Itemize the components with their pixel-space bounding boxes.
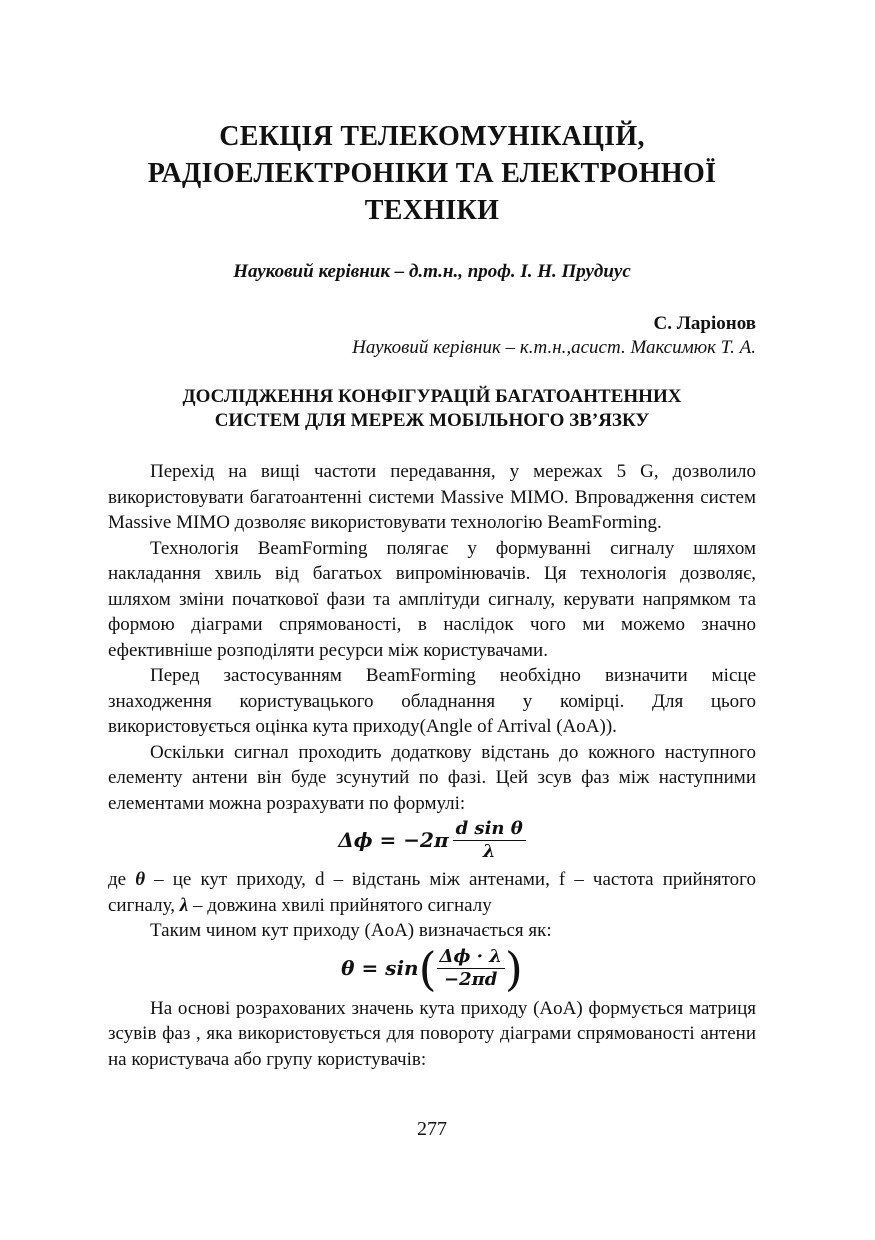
- text-fragment: – це кут приходу, d – відстань між антенами, f – частота прийнятого сигналу,: [108, 869, 756, 916]
- formula-lhs: θ = sin: [341, 955, 419, 980]
- paragraph: На основі розрахованих значень кута приходу (AoA) формується матриця зсувів фаз , яка використовується для повороту діаграми спрямованості антени на користувача або групу користувачів:: [108, 997, 756, 1070]
- angle-of-arrival-formula: θ = sin ( $\frac{\Delta\phi \cdot \lambda}{-2\pi d}$ ): [341, 941, 523, 996]
- article-body: [108, 459, 756, 1072]
- theta-symbol: θ: [135, 869, 146, 890]
- text-fragment: де: [108, 869, 136, 890]
- paragraph: Перед застосуванням BeamForming необхідно визначити місце знаходження користувацького обладнання у комірці. Для цього використовується оцінка кута приходу(Angle of Arrival (AoA)).: [108, 665, 756, 737]
- paragraph: [108, 867, 756, 918]
- paragraph: Перехід на вищі частоти передавання, у мережах 5 G, дозволило використовувати багатоантенні системи Massive MIMO. Впровадження систем Massive MIMO дозволяє використовувати технологію BeamForming.: [108, 461, 756, 533]
- formula-denominator: λ: [482, 841, 496, 862]
- formula-fraction: [453, 818, 526, 863]
- section-title-line: ТЕХНІКИ: [364, 195, 500, 226]
- formula-fraction: [437, 946, 505, 991]
- formula-numerator: Δϕ · λ: [437, 946, 505, 969]
- paragraph: Технологія BeamForming полягає у формуванні сигналу шляхом накладання хвиль від багатьох випромінювачів. Ця технологія дозволяє, шляхом зміни початкової фази та амплітуди сигналу, керувати напрямком та формою діаграми спрямованості, в наслідок чого ми можемо значно ефективніше розподіляти ресурси між користувачами.: [108, 537, 756, 661]
- paragraph: Оскільки сигнал проходить додаткову відстань до кожного наступного елементу антени він буде зсунутий по фазі. Цей зсув фаз між наступними елементами можна розрахувати по формулі:: [108, 741, 756, 814]
- section-supervisor: Науковий керівник – д.т.н., проф. І. Н. Прудиус: [233, 261, 631, 282]
- author-supervisor: Науковий керівник – к.т.н.,асист. Максимюк Т. А.: [352, 337, 756, 358]
- formula-denominator: −2πd: [444, 969, 498, 990]
- section-title-line: РАДІОЕЛЕКТРОНІКИ ТА ЕЛЕКТРОННОЇ: [147, 158, 717, 189]
- formula-lhs: Δϕ = −2π: [338, 827, 449, 852]
- text-fragment: – довжина хвилі прийнятого сигналу: [188, 894, 492, 916]
- page-number: 277: [417, 1118, 447, 1140]
- section-title: [108, 118, 756, 229]
- paragraph: Таким чином кут приходу (AoA) визначається як:: [150, 920, 552, 941]
- formula-numerator: d sin θ: [453, 818, 526, 841]
- lambda-symbol: λ: [179, 894, 189, 916]
- article-title-line: ДОСЛІДЖЕННЯ КОНФІГУРАЦІЙ БАГАТОАНТЕННИХ: [182, 386, 682, 407]
- author-name: С. Ларіонов: [653, 313, 756, 334]
- article-title-line: СИСТЕМ ДЛЯ МЕРЕЖ МОБІЛЬНОГО ЗВ’ЯЗКУ: [214, 410, 650, 431]
- phase-shift-formula: [108, 818, 756, 863]
- article-title: [108, 385, 756, 433]
- section-title-line: СЕКЦІЯ ТЕЛЕКОМУНІКАЦІЙ,: [219, 121, 645, 152]
